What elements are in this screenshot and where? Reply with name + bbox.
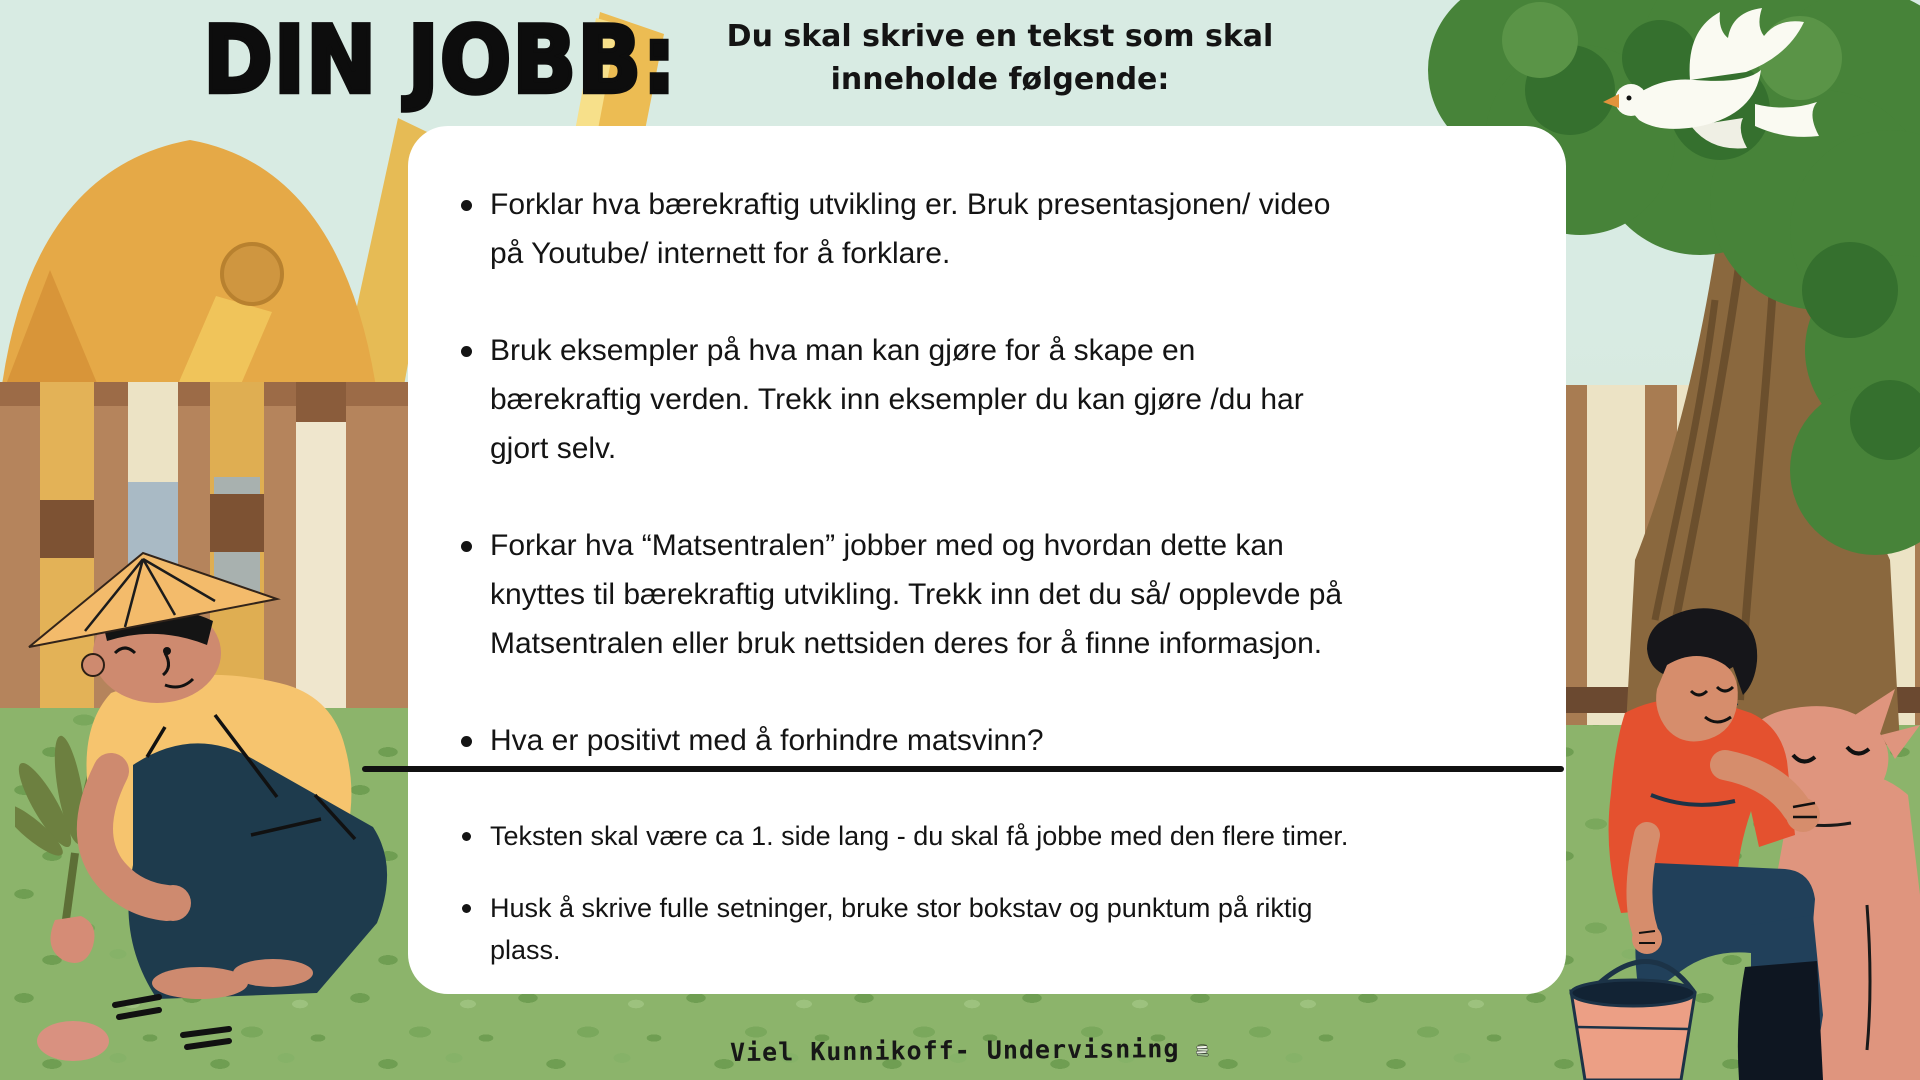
bullet-line: Forkar hva “Matsentralen” jobber med og hvordan dette kan: [490, 529, 1284, 562]
farmer-with-calf-illustration: [1555, 595, 1920, 1080]
bullet-item: [458, 521, 1536, 668]
credit-text: Viel Kunnikoff- Undervisning: [729, 1033, 1180, 1067]
footer-credit: [730, 1020, 1210, 1080]
bullet-line: knyttes til bærekraftig utvikling. Trekk inn det du så/ opplevde på: [490, 578, 1343, 611]
bullet-item: [458, 180, 1536, 278]
bullet-item: [458, 815, 1536, 857]
bullet-line: Forklar hva bærekraftig utvikling er. Bruk presentasjonen/ video: [490, 188, 1331, 221]
bullet-line: bærekraftig verden. Trekk inn eksempler du kan gjøre /du har: [490, 383, 1304, 416]
bullet-line: plass.: [490, 935, 561, 965]
page-subtitle: [700, 16, 1300, 101]
main-bullet-list: [458, 180, 1536, 765]
bullet-line: på Youtube/ internett for å forklare.: [490, 237, 951, 270]
bullet-line: Husk å skrive fulle setninger, bruke stor bokstav og punktum på riktig: [490, 893, 1313, 923]
page-title: DIN JOBB:: [203, 6, 677, 114]
bullet-line: Matsentralen eller bruk nettsiden deres for å finne informasjon.: [490, 627, 1323, 660]
bullet-line: Bruk eksempler på hva man kan gjøre for å skape en: [490, 334, 1196, 367]
subtitle-line-1: Du skal skrive en tekst som skal: [726, 19, 1274, 54]
farmer-illustration: [15, 535, 410, 1080]
bullet-item: [458, 716, 1536, 765]
dove-illustration: [1595, 8, 1830, 158]
secondary-bullet-list: [458, 815, 1536, 971]
bullet-line: Hva er positivt med å forhindre matsvinn?: [490, 724, 1044, 757]
bullet-line: gjort selv.: [490, 432, 617, 465]
bullet-line: Teksten skal være ca 1. side lang - du skal få jobbe med den flere timer.: [490, 821, 1349, 851]
subtitle-line-2: inneholde følgende:: [830, 61, 1170, 97]
bullet-item: [458, 887, 1536, 971]
bullet-item: [458, 326, 1536, 473]
divider-line: [362, 766, 1564, 772]
task-card: [408, 126, 1566, 994]
books-stack-icon: [1195, 1021, 1210, 1079]
